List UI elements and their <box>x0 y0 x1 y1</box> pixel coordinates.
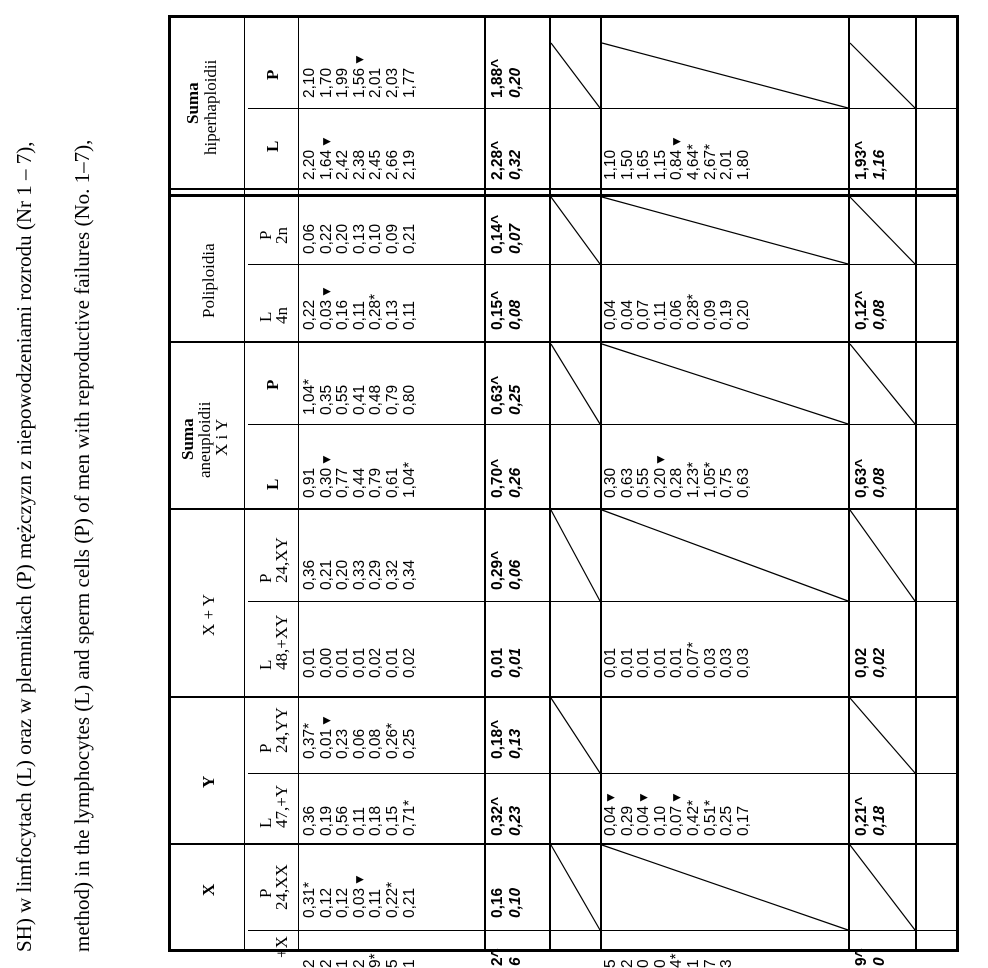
cell-value: 0,13 <box>350 223 368 254</box>
cell-value: 0,01 <box>301 647 318 678</box>
cell-value: 0,20 ▾ <box>651 455 669 498</box>
cell-value: 7 <box>701 959 719 968</box>
mean-value: 0,63^ <box>853 458 870 498</box>
cell-value: 1,50 <box>618 149 636 180</box>
cell-value: 0,03 <box>734 647 752 678</box>
cell-value: 0,18 <box>367 805 385 836</box>
cell-value: 0,08 <box>367 728 385 759</box>
b1-hip-l <box>302 138 418 180</box>
m1-an-l <box>489 459 525 498</box>
cell-value: 0,06 <box>668 299 686 330</box>
cell-value: 0,25 <box>400 728 418 759</box>
cell-value: 1,77 <box>400 67 418 98</box>
sd-value: 0,10 <box>507 887 524 918</box>
cell-value: 0,75 <box>718 467 736 498</box>
cell-value: 2 <box>317 959 335 968</box>
cell-value: 0,37* <box>301 722 318 759</box>
cell-value: 0,20 <box>334 559 352 590</box>
mean-value: 0,16 <box>489 887 506 918</box>
cell-value: 0,63 <box>618 467 636 498</box>
cell-value: 1,10 <box>602 149 619 180</box>
b1-x-p <box>302 876 418 918</box>
cell-value: 0,04 ▾ <box>602 793 619 836</box>
mean-value: 2^ <box>489 948 506 966</box>
sub-y-l-2: 47,+Y <box>272 784 291 828</box>
cell-value: 0,55 <box>334 384 352 415</box>
cell-value: 0,12 <box>334 887 352 918</box>
results-table <box>168 15 959 968</box>
cell-value: 1 <box>684 959 702 968</box>
cell-value: 1 <box>334 959 352 968</box>
mean-value: 0,15^ <box>489 290 506 330</box>
sub-y-l-1: L <box>256 817 275 828</box>
sd-value: 0,32 <box>507 149 524 180</box>
cell-value: 1,65 <box>635 149 653 180</box>
cell-value: 0,00 <box>317 647 335 678</box>
cell-value: 1,99 <box>334 67 352 98</box>
mean-value: 2,28^ <box>489 140 506 180</box>
b1-an-l <box>302 456 418 498</box>
group-poliploidia-header: Poliploidia <box>199 243 218 318</box>
caption-line-2: method) in the lymphocytes (L) and sperm cells (P) of men with reproductive failures (No. 1–7), <box>70 139 94 952</box>
group-suma-hiper-l2: hiperhaploidii <box>201 59 220 155</box>
mean-value: 1,93^ <box>853 140 870 180</box>
cell-value: 0,41 <box>350 384 368 415</box>
cell-value: 0,33 <box>350 559 368 590</box>
mean-value: 0,63^ <box>489 375 506 415</box>
group-x-header: X <box>199 883 218 896</box>
sub-x-p-2: 24,XX <box>272 864 291 910</box>
sub-hip-p: P <box>263 69 282 80</box>
cell-value: 0,32 <box>383 559 401 590</box>
cell-value: 0,19 <box>718 299 736 330</box>
cell-value: 0,11 <box>350 806 368 836</box>
cell-value: 0,03 <box>718 647 736 678</box>
sd-value: 0,08 <box>871 467 888 498</box>
cell-value: 0,22 <box>301 299 318 330</box>
cell-value: 0,26* <box>383 722 401 759</box>
sd-value: 0,25 <box>507 384 524 415</box>
cell-value: 0,91 <box>301 467 318 498</box>
cell-value: 0,01 <box>383 647 401 678</box>
sub-x-p-1: P <box>256 888 275 898</box>
cell-value: 1,64 ▾ <box>317 137 335 180</box>
cell-value: 0,79 <box>367 467 385 498</box>
cell-value: 0,01 ▾ <box>317 716 335 759</box>
mean-value: 0,32^ <box>489 796 506 836</box>
cell-value: 0,04 <box>618 299 636 330</box>
cell-value: 0,04 <box>602 299 619 330</box>
cell-value: 0,02 <box>367 647 385 678</box>
cell-value: 0,17 <box>734 805 752 836</box>
cell-value: 0,01 <box>350 647 368 678</box>
sub-xy-p-1: P <box>256 573 275 583</box>
cell-value: 0,48 <box>367 384 385 415</box>
sub-pol-l-2: 4n <box>272 307 291 324</box>
cell-value: 0,13 <box>383 299 401 330</box>
mean-value: 0,18^ <box>489 719 506 759</box>
cell-value: 2,03 <box>383 67 401 98</box>
sd-value: 0,06 <box>507 559 524 590</box>
m1-pol-p <box>489 215 525 254</box>
cell-value: 1,80 <box>734 149 752 180</box>
mean-value: 1,88^ <box>489 58 506 98</box>
cell-value: 0,34 <box>400 559 418 590</box>
m1-x-l <box>489 948 525 966</box>
sd-value: 0,23 <box>507 805 524 836</box>
cell-value: 0,79 <box>383 384 401 415</box>
mean-value: 9^ <box>853 948 870 966</box>
group-suma-aneu-l2: aneuploidii <box>195 401 214 478</box>
cell-value: 0,03 ▾ <box>350 875 368 918</box>
sub-y-p-2: 24,YY <box>272 707 291 753</box>
cell-value: 0,01 <box>651 647 669 678</box>
cell-value: 0,16 <box>334 299 352 330</box>
b1-pol-l <box>302 288 418 330</box>
m2-pol-l <box>853 291 889 330</box>
cell-value: 0,12 <box>317 887 335 918</box>
group-suma-aneu-l1: Suma <box>178 418 197 460</box>
cell-value: 0,29 <box>367 559 385 590</box>
sd-value: 0,20 <box>507 67 524 98</box>
cell-value: 4* <box>668 953 686 968</box>
m1-x-p <box>489 888 525 918</box>
sub-xy-l-2: 48,+XY <box>272 614 291 670</box>
cell-value: 2,10 <box>301 67 318 98</box>
cell-value: 2,45 <box>367 149 385 180</box>
cell-value: 0,36 <box>301 805 318 836</box>
cell-value: 5 <box>383 959 401 968</box>
m1-xy-p <box>489 551 525 590</box>
cell-value: 3 <box>718 959 736 968</box>
cell-value: 0,09 <box>383 223 401 254</box>
cell-value: 0,63 <box>734 467 752 498</box>
m2-hip-l <box>853 141 889 180</box>
m1-y-l <box>489 797 525 836</box>
cell-value: 0,04 ▾ <box>635 793 653 836</box>
sd-value: 0,18 <box>871 805 888 836</box>
cell-value: 0,19 <box>317 805 335 836</box>
cell-value: 0,22* <box>383 881 401 918</box>
sub-an-l: L <box>263 478 282 490</box>
sub-xy-p-2: 24,XY <box>272 537 291 583</box>
cell-value: 9* <box>367 953 385 968</box>
cell-value: 0,21 <box>400 887 418 918</box>
cell-value: 0,51* <box>701 799 719 836</box>
sub-hip-l: L <box>263 140 282 152</box>
cell-value: 0,84 ▾ <box>668 137 686 180</box>
b1-xy-l <box>302 648 418 678</box>
cell-value: 0,11 <box>367 888 385 918</box>
cell-value: 0 <box>651 959 669 968</box>
sd-value: 0,07 <box>507 223 524 254</box>
group-y-header: Y <box>199 775 218 788</box>
sd-value: 0,08 <box>507 299 524 330</box>
cell-value: 0,06 <box>350 728 368 759</box>
sd-value: 6 <box>507 957 524 966</box>
cell-value: 0,22 <box>317 223 335 254</box>
cell-value: 1,05* <box>701 461 719 498</box>
cell-value: 0,80 <box>400 384 418 415</box>
m1-hip-l <box>489 141 525 180</box>
m1-xy-l <box>489 648 525 678</box>
b2-x-l-partial <box>603 953 736 968</box>
cell-value: 0,03 <box>701 647 719 678</box>
b1-y-p <box>302 717 418 759</box>
cell-value: 0,42* <box>684 799 702 836</box>
b1-an-p <box>302 379 418 415</box>
group-suma-aneu-l3: X i Y <box>212 418 231 456</box>
m2-xy-l <box>853 648 889 678</box>
cell-value: 0,21 <box>317 559 335 590</box>
cell-value: 0,01 <box>602 647 619 678</box>
sd-value: 0,08 <box>871 299 888 330</box>
cell-value: 0,29 <box>618 805 636 836</box>
b2-xy-l <box>603 642 752 678</box>
cell-value: 0,21 <box>400 223 418 254</box>
mean-value: 0,14^ <box>489 214 506 254</box>
sd-value: 0,02 <box>871 647 888 678</box>
cell-value: 0,01 <box>668 647 686 678</box>
group-xy-header: X + Y <box>199 593 218 636</box>
sub-pol-l-1: L <box>256 311 275 322</box>
cell-value: 0,11 <box>350 300 368 330</box>
cell-value: 0,23 <box>334 728 352 759</box>
b2-an-l <box>603 456 752 498</box>
sd-value: 0,13 <box>507 728 524 759</box>
sub-x-l-2: +X <box>272 936 291 958</box>
cell-value: 0,28 <box>668 467 686 498</box>
cell-value: 0,06 <box>301 223 318 254</box>
cell-value: 0,71* <box>400 799 418 836</box>
cell-value: 1,15 <box>651 149 669 180</box>
cell-value: 1,04* <box>400 461 418 498</box>
cell-value: 1,04* <box>301 378 318 415</box>
cell-value: 0,61 <box>383 467 401 498</box>
cell-value: 2,67* <box>701 143 719 180</box>
cell-value: 0,25 <box>718 805 736 836</box>
cell-value: 0,31* <box>301 881 318 918</box>
mean-value: 0,29^ <box>489 550 506 590</box>
cell-value: 2,38 <box>350 149 368 180</box>
caption-line-1: SH) w limfocytach (L) oraz w plemnikach (P) mężczyzn z niepowodzeniami rozrodu (Nr 1 – 7), <box>12 141 36 952</box>
cell-value: 0,11 <box>651 300 669 330</box>
cell-value: 2,42 <box>334 149 352 180</box>
cell-value: 0,28* <box>367 293 385 330</box>
m1-pol-l <box>489 291 525 330</box>
sd-value: 0 <box>871 957 888 966</box>
cell-value: 2,19 <box>400 149 418 180</box>
cell-value: 0,11 <box>400 300 418 330</box>
mean-value: 0,02 <box>853 647 870 678</box>
m1-an-p <box>489 376 525 415</box>
mean-value: 0,21^ <box>853 796 870 836</box>
sub-pol-p-2: 2n <box>272 227 291 244</box>
cell-value: 0,35 <box>317 384 335 415</box>
cell-value: 0,02 <box>400 647 418 678</box>
cell-value: 2 <box>618 959 636 968</box>
cell-value: 0,07* <box>684 641 702 678</box>
cell-value: 0,09 <box>701 299 719 330</box>
mean-value: 0,70^ <box>489 458 506 498</box>
cell-value: 2,20 <box>301 149 318 180</box>
cell-value: 0,01 <box>334 647 352 678</box>
cell-value: 2,66 <box>383 149 401 180</box>
cell-value: 0,44 <box>350 467 368 498</box>
m2-x-l <box>853 948 889 966</box>
sub-an-p: P <box>263 379 282 390</box>
b2-y-l <box>603 794 752 836</box>
cell-value: 2 <box>301 959 318 968</box>
sd-value: 0,26 <box>507 467 524 498</box>
cell-value: 2 <box>350 959 368 968</box>
b1-y-l <box>302 800 418 836</box>
m2-an-l <box>853 459 889 498</box>
group-suma-hiper-l1: Suma <box>183 82 202 124</box>
cell-value: 1,56 ▾ <box>350 55 368 98</box>
b1-hip-p <box>302 56 418 98</box>
cell-value: 1,70 <box>317 67 335 98</box>
cell-value: 1,23* <box>684 461 702 498</box>
cell-value: 0,15 <box>383 805 401 836</box>
cell-value: 0 <box>635 959 653 968</box>
cell-value: 0,10 <box>367 223 385 254</box>
sub-y-p-1: P <box>256 743 275 753</box>
sub-xy-l-1: L <box>256 659 275 670</box>
cell-value: 0,03 ▾ <box>317 287 335 330</box>
m2-y-l <box>853 797 889 836</box>
cell-value: 0,01 <box>635 647 653 678</box>
m1-y-p <box>489 720 525 759</box>
cell-value: 5 <box>602 959 619 968</box>
cell-value: 0,56 <box>334 805 352 836</box>
b1-x-l-partial <box>302 953 418 968</box>
cell-value: 0,28* <box>684 293 702 330</box>
mean-value: 0,12^ <box>853 290 870 330</box>
cell-value: 0,55 <box>635 467 653 498</box>
cell-value: 0,20 <box>734 299 752 330</box>
cell-value: 2,01 <box>718 149 736 180</box>
m1-hip-p <box>489 59 525 98</box>
b2-hip-l <box>603 138 752 180</box>
cell-value: 0,30 ▾ <box>317 455 335 498</box>
b1-pol-p <box>302 224 418 254</box>
cell-value: 0,36 <box>301 559 318 590</box>
cell-value: 2,01 <box>367 67 385 98</box>
b2-pol-l <box>603 294 752 330</box>
b1-xy-p <box>302 560 418 590</box>
cell-value: 0,77 <box>334 467 352 498</box>
cell-value: 1 <box>400 959 418 968</box>
sd-value: 1,16 <box>871 149 888 180</box>
sub-pol-p-1: P <box>256 230 275 240</box>
cell-value: 0,20 <box>334 223 352 254</box>
cell-value: 0,01 <box>618 647 636 678</box>
cell-value: 0,30 <box>602 467 619 498</box>
cell-value: 0,07 ▾ <box>668 793 686 836</box>
cell-value: 0,07 <box>635 299 653 330</box>
sd-value: 0,01 <box>507 647 524 678</box>
cell-value: 0,10 <box>651 805 669 836</box>
cell-value: 4,64* <box>684 143 702 180</box>
mean-value: 0,01 <box>489 647 506 678</box>
